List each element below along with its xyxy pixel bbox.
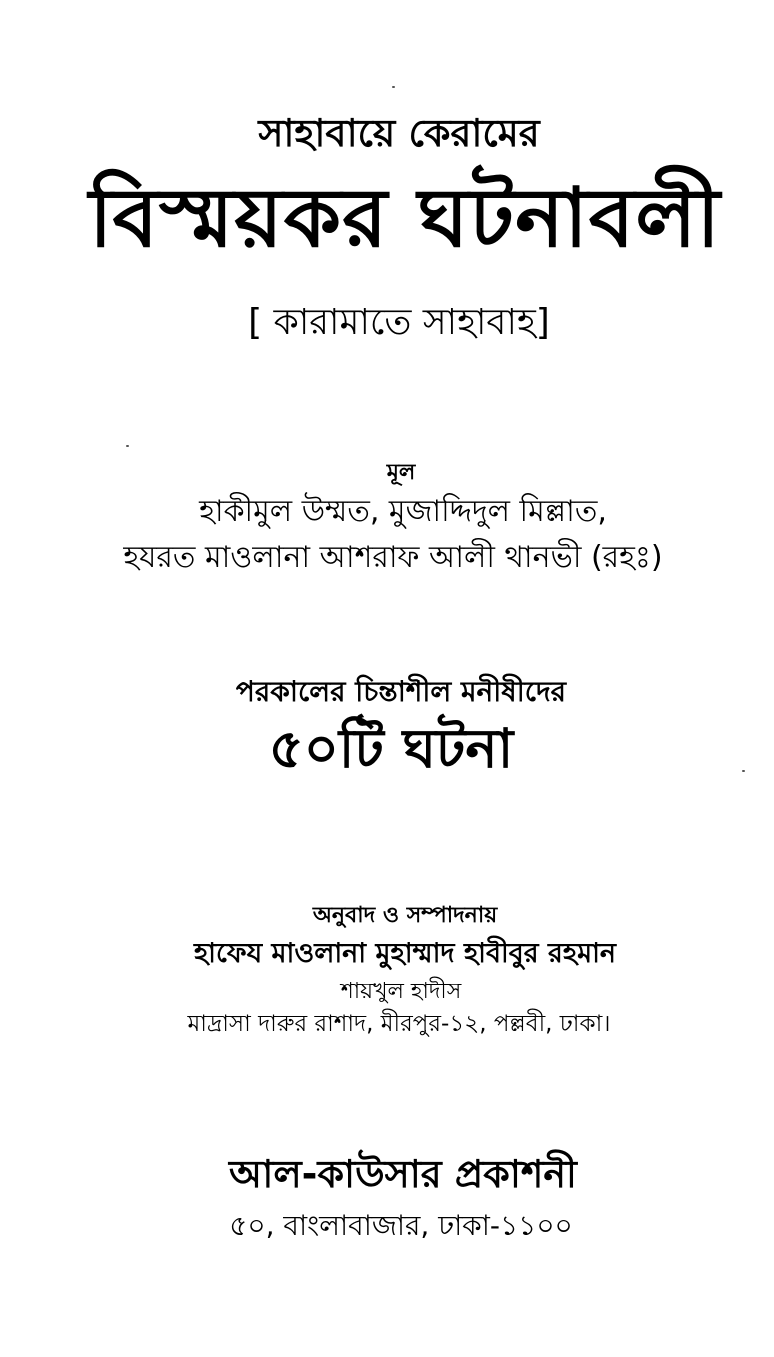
scan-speck xyxy=(392,86,395,88)
title-subtitle-top: সাহাবায়ে কেরামের xyxy=(258,111,540,155)
translator-address: মাদ্রাসা দারুর রাশাদ, মীরপুর-১২, পল্লবী, ঢাকা। xyxy=(187,1011,611,1037)
author-honorifics: হাকীমুল উম্মত, মুজাদ্দিদুল মিল্লাত, xyxy=(199,494,607,529)
book-alt-title: [ কারামাতে সাহাবাহ] xyxy=(248,302,550,343)
publisher-name: আল-কাউসার প্রকাশনী xyxy=(229,1152,577,1196)
fifty-events-heading: ৫০টি ঘটনা xyxy=(268,717,514,780)
publisher-address: ৫০, বাংলাবাজার, ঢাকা-১১০০ xyxy=(229,1209,573,1242)
translator-name: হাফেয মাওলানা মুহাম্মাদ হাবীবুর রহমান xyxy=(193,938,617,969)
book-title: বিস্ময়কর ঘটনাবলী xyxy=(89,171,721,266)
scan-speck xyxy=(126,445,129,447)
scan-speck xyxy=(742,770,745,772)
intro-line: পরকালের চিন্তাশীল মনীষীদের xyxy=(235,675,567,708)
author-name: হযরত মাওলানা আশরাফ আলী থানভী (রহঃ) xyxy=(123,540,663,575)
translator-label: অনুবাদ ও সম্পাদনায় xyxy=(312,903,498,928)
translator-title: শায়খুল হাদীস xyxy=(340,979,462,1004)
original-author-label: মূল xyxy=(386,460,416,485)
